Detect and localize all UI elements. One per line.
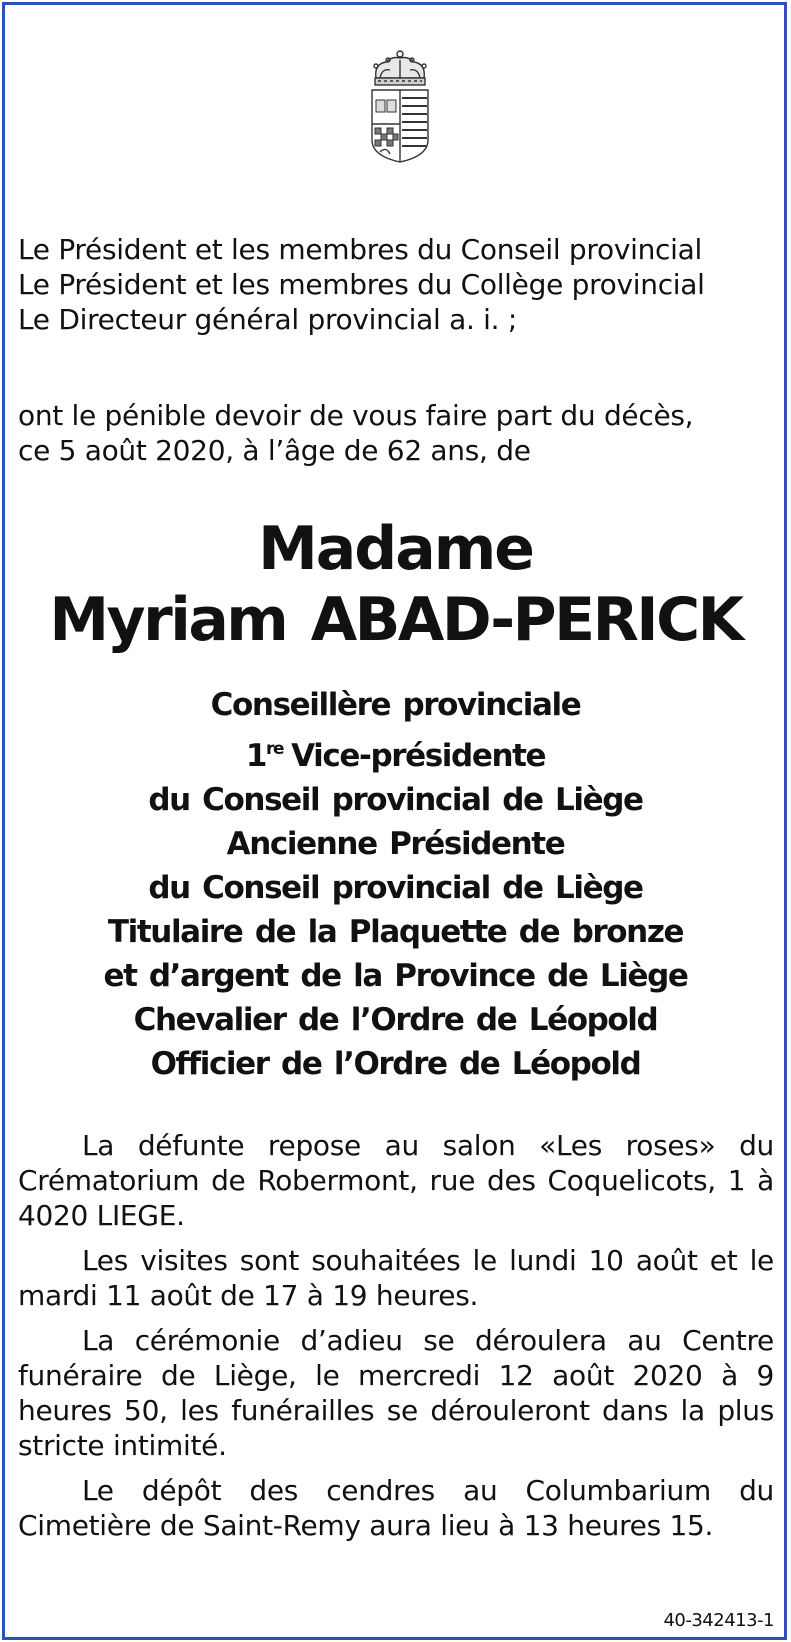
title-line: Ancienne Présidente bbox=[226, 826, 565, 862]
paragraph-visiting-hours: Les visites sont souhaitées le lundi 10 août et le mardi 11 août de 17 à 19 heures. bbox=[18, 1244, 774, 1312]
title-line: et d’argent de la Province de Liège bbox=[103, 958, 688, 994]
announce-line: ont le pénible devoir de vous faire part du décès, bbox=[18, 399, 694, 432]
title-line: du Conseil provincial de Liège bbox=[148, 870, 643, 906]
title-line: Chevalier de l’Ordre de Léopold bbox=[133, 1002, 658, 1038]
intro-line: Le Président et les membres du Collège provincial bbox=[18, 268, 705, 301]
intro-line: Le Président et les membres du Conseil provincial bbox=[18, 233, 702, 266]
title-line bbox=[0, 727, 791, 778]
issuing-authorities bbox=[18, 232, 774, 337]
deceased-honorific: Madame bbox=[258, 514, 533, 584]
ordinal-number: 1 bbox=[245, 738, 266, 774]
death-announcement bbox=[18, 398, 774, 468]
paragraph-viewing-location: La défunte repose au salon «Les roses» du Crématorium de Robermont, rue des Coquelicots, 1 à 4020 LIEGE. bbox=[18, 1129, 774, 1232]
province-coat-of-arms-icon bbox=[366, 48, 434, 168]
title-text: Vice-présidente bbox=[291, 738, 546, 774]
reference-number: 40-342413-1 bbox=[663, 1610, 774, 1631]
deceased-name: Myriam ABAD-PERICK bbox=[49, 585, 742, 655]
paragraph-ceremony: La cérémonie d’adieu se déroulera au Centre funéraire de Liège, le mercredi 12 août 2020 à 9 heures 50, les funérailles se dérouleront dans la plus stricte intimité. bbox=[18, 1324, 774, 1462]
paragraph-ashes: Le dépôt des cendres au Columbarium du Cimetière de Saint-Remy aura lieu à 13 heures 15. bbox=[18, 1474, 774, 1542]
title-line: Titulaire de la Plaquette de bronze bbox=[107, 914, 684, 950]
deceased-titles bbox=[0, 683, 791, 1086]
title-line: du Conseil provincial de Liège bbox=[148, 782, 643, 818]
title-line: Officier de l’Ordre de Léopold bbox=[150, 1046, 641, 1082]
announce-line: ce 5 août 2020, à l’âge de 62 ans, de bbox=[18, 434, 531, 467]
intro-line: Le Directeur général provincial a. i. ; bbox=[18, 303, 517, 336]
title-line: Conseillère provinciale bbox=[210, 687, 581, 723]
funeral-details bbox=[18, 1128, 774, 1553]
ordinal-suffix: re bbox=[265, 739, 284, 759]
deceased-name-block bbox=[0, 513, 791, 655]
